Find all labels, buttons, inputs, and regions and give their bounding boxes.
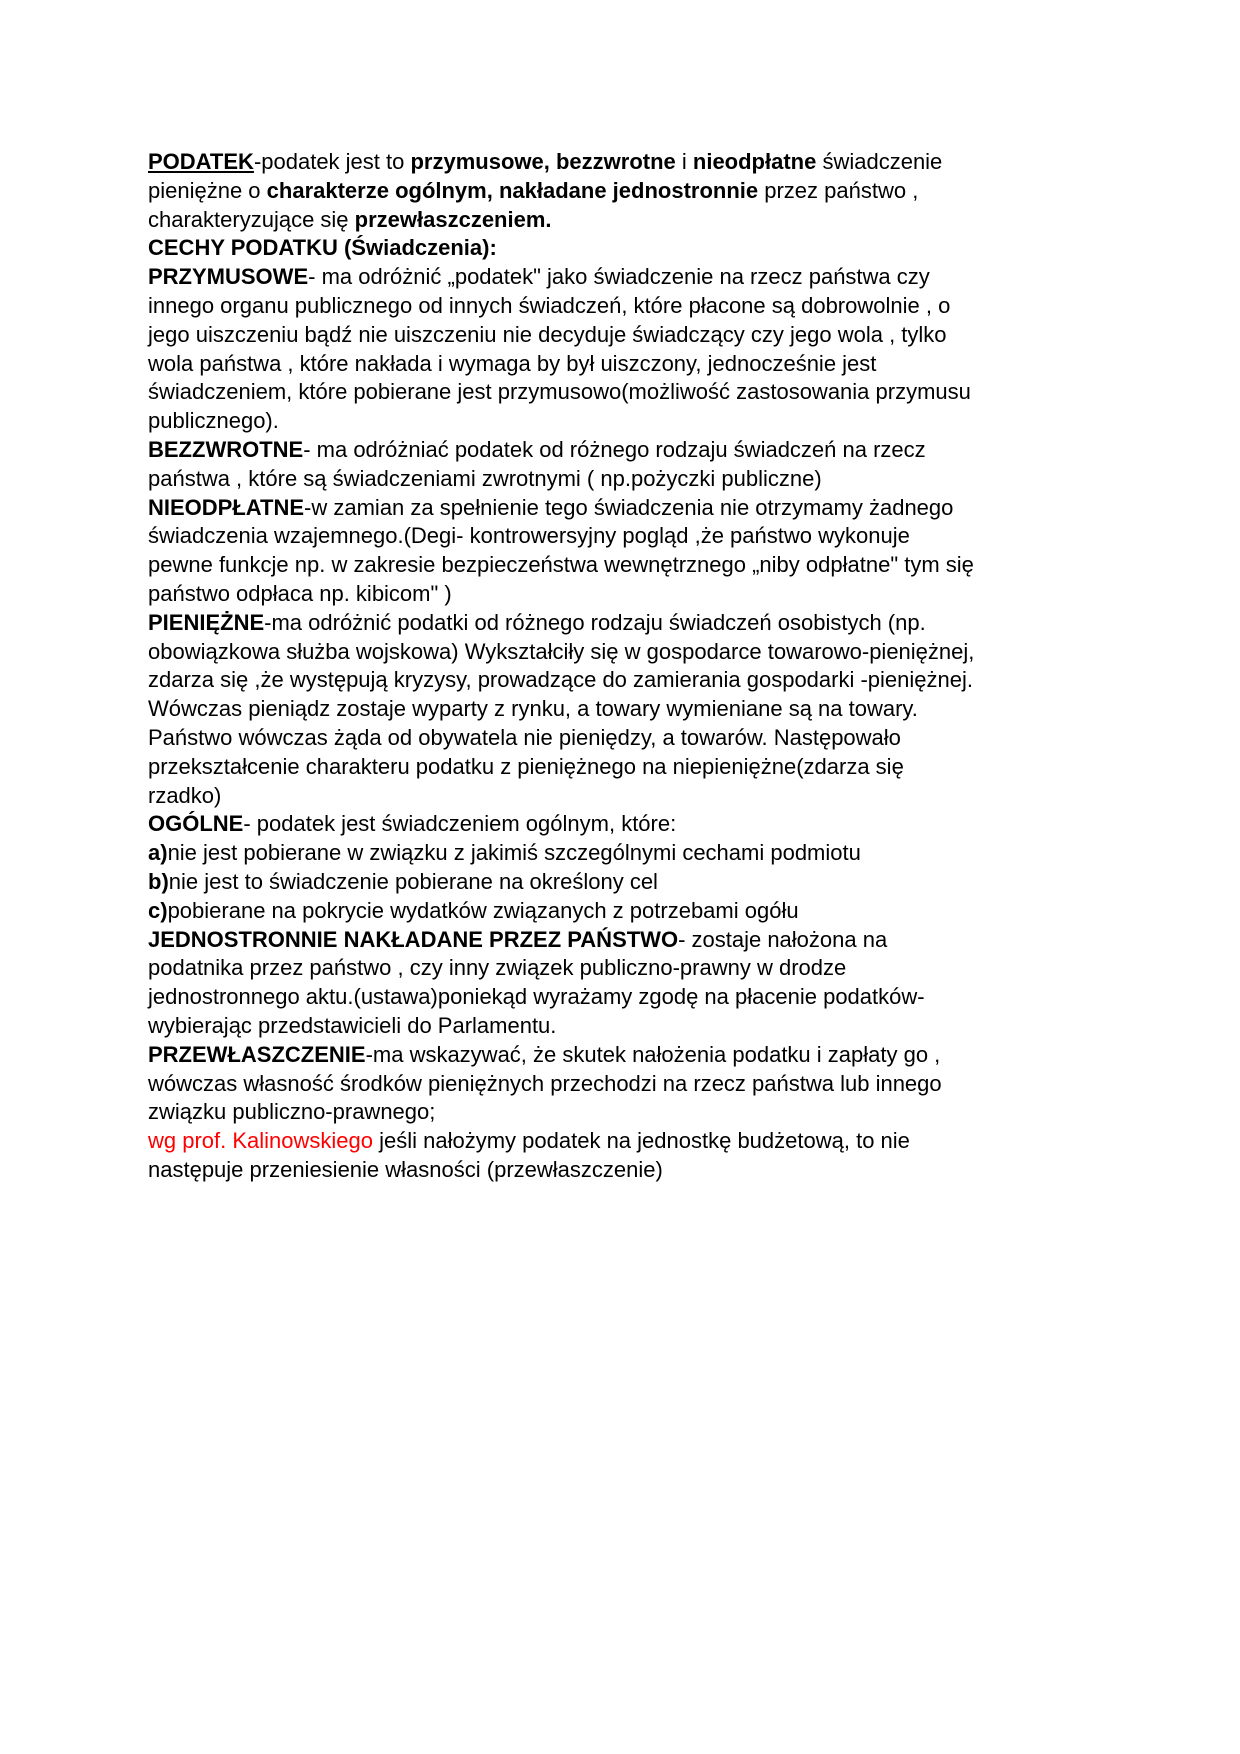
text-line [148, 234, 1108, 263]
bold-term: NIEODPŁATNE [148, 494, 305, 520]
text-line [148, 1070, 1108, 1099]
text-segment: charakteryzujące się [148, 206, 355, 232]
text-line [148, 897, 1108, 926]
text-segment: nie jest to świadczenie pobierane na określony cel [168, 868, 658, 894]
text-line [148, 1127, 1108, 1156]
text-segment: i [675, 149, 693, 174]
text-line [148, 148, 1108, 177]
text-line [148, 1041, 1108, 1070]
text-segment: zdarza się ,że występują kryzysy, prowadzące do zamierania gospodarki -pieniężnej. [148, 667, 973, 693]
text-line [148, 868, 1108, 897]
text-segment: podatnika przez państwo , czy inny związek publiczno-prawny w drodze [148, 955, 847, 981]
bold-term: PIENIĘŻNE [148, 609, 265, 635]
text-line [148, 551, 1108, 580]
bold-term: a) [148, 840, 168, 866]
text-segment: jednostronnego aktu.(ustawa)poniekąd wyrażamy zgodę na płacenie podatków- [148, 984, 925, 1010]
bold-term: nieodpłatne [692, 149, 817, 174]
text-segment: - ma odróżniać podatek od różnego rodzaju świadczeń na rzecz [303, 436, 926, 462]
text-line [148, 580, 1108, 609]
text-segment: nie jest pobierane w związku z jakimiś szczególnymi cechami podmiotu [167, 840, 861, 866]
bold-term: charakterze ogólnym, nakładane jednostronnie [266, 177, 759, 203]
bold-term: BEZZWROTNE [148, 436, 304, 462]
text-line [148, 206, 1108, 235]
text-segment: wówczas własność środków pieniężnych przechodzi na rzecz państwa lub innego [148, 1070, 942, 1096]
text-segment: przez państwo , [758, 177, 919, 203]
bold-term: przewłaszczeniem. [354, 206, 552, 232]
text-line [148, 724, 1108, 753]
text-segment: państwa , które są świadczeniami zwrotnymi ( np.pożyczki publiczne) [148, 465, 822, 491]
text-line [148, 839, 1108, 868]
text-segment: -w zamian za spełnienie tego świadczenia nie otrzymamy żadnego [304, 494, 954, 520]
text-segment: -ma odróżnić podatki od różnego rodzaju świadczeń osobistych (np. [264, 609, 926, 635]
text-line [148, 407, 1108, 436]
bold-term: PODATEK [148, 149, 254, 174]
text-line [148, 1156, 1108, 1185]
text-segment: pobierane na pokrycie wydatków związanych z potrzebami ogółu [167, 897, 799, 923]
text-segment: -podatek jest to [253, 149, 411, 174]
bold-term: b) [148, 868, 169, 894]
text-segment: - zostaje nałożona na [678, 926, 888, 952]
text-segment: związku publiczno-prawnego; [148, 1099, 436, 1125]
text-line [148, 609, 1108, 638]
text-segment: wybierając przedstawicieli do Parlamentu. [148, 1012, 557, 1038]
text-line [148, 1098, 1108, 1127]
bold-term: OGÓLNE [148, 811, 244, 837]
text-segment: pewne funkcje np. w zakresie bezpieczeństwa wewnętrznego „niby odpłatne" tym się [148, 552, 974, 578]
text-line [148, 1012, 1108, 1041]
text-segment: - ma odróżnić „podatek" jako świadczenie na rzecz państwa czy [308, 264, 930, 290]
text-segment: następuje przeniesienie własności (przewłaszczenie) [148, 1156, 663, 1182]
text-line [148, 695, 1108, 724]
text-segment: jeśli nałożymy podatek na jednostkę budżetową, to nie [373, 1128, 910, 1154]
text-line [148, 926, 1108, 955]
highlighted-text: wg prof. Kalinowskiego [148, 1128, 374, 1154]
text-line [148, 954, 1108, 983]
text-segment: jego uiszczeniu bądź nie uiszczeniu nie decyduje świadczący czy jego wola , tylko [148, 321, 947, 347]
text-line [148, 378, 1108, 407]
text-segment: obowiązkowa służba wojskowa) Wykształciły się w gospodarce towarowo-pieniężnej, [148, 638, 975, 664]
text-line [148, 638, 1108, 667]
text-line [148, 522, 1108, 551]
text-segment: - podatek jest świadczeniem ogólnym, które: [243, 811, 677, 837]
text-segment: -ma wskazywać, że skutek nałożenia podatku i zapłaty go , [365, 1041, 941, 1067]
text-segment: świadczenia wzajemnego.(Degi- kontrowersyjny pogląd ,że państwo wykonuje [148, 523, 910, 549]
text-line [148, 177, 1108, 206]
bold-term: PRZEWŁASZCZENIE [148, 1041, 366, 1067]
bold-term: CECHY PODATKU (Świadczenia): [148, 235, 497, 261]
text-segment: Państwo wówczas żąda od obywatela nie pieniędzy, a towarów. Następowało [148, 724, 901, 750]
text-line [148, 753, 1108, 782]
bold-term: c) [148, 897, 168, 923]
bold-term: JEDNOSTRONNIE NAKŁADANE PRZEZ PAŃSTWO [148, 926, 679, 952]
text-segment: Wówczas pieniądz zostaje wyparty z rynku, a towary wymieniane są na towary. [148, 696, 918, 722]
text-line [148, 782, 1108, 811]
bold-term: przymusowe, bezzwrotne [410, 149, 676, 174]
text-line [148, 350, 1108, 379]
text-line [148, 436, 1108, 465]
text-segment: świadczeniem, które pobierane jest przymusowo(możliwość zastosowania przymusu [148, 379, 971, 405]
text-segment: pieniężne o [148, 177, 267, 203]
text-line [148, 263, 1108, 292]
text-line [148, 494, 1108, 523]
text-segment: państwo odpłaca np. kibicom" ) [148, 580, 452, 606]
text-line [148, 810, 1108, 839]
text-segment: rzadko) [148, 782, 222, 808]
text-segment: przekształcenie charakteru podatku z pieniężnego na niepieniężne(zdarza się [148, 753, 904, 779]
text-line [148, 666, 1108, 695]
text-segment: wola państwa , które nakłada i wymaga by był uiszczony, jednocześnie jest [148, 350, 877, 376]
text-segment: innego organu publicznego od innych świadczeń, które płacone są dobrowolnie , o [148, 292, 951, 318]
text-segment: publicznego). [148, 408, 279, 434]
text-segment: świadczenie [816, 149, 943, 174]
text-line [148, 983, 1108, 1012]
text-line [148, 292, 1108, 321]
bold-term: PRZYMUSOWE [148, 264, 309, 290]
document-body [148, 148, 1108, 1185]
text-line [148, 321, 1108, 350]
text-line [148, 465, 1108, 494]
